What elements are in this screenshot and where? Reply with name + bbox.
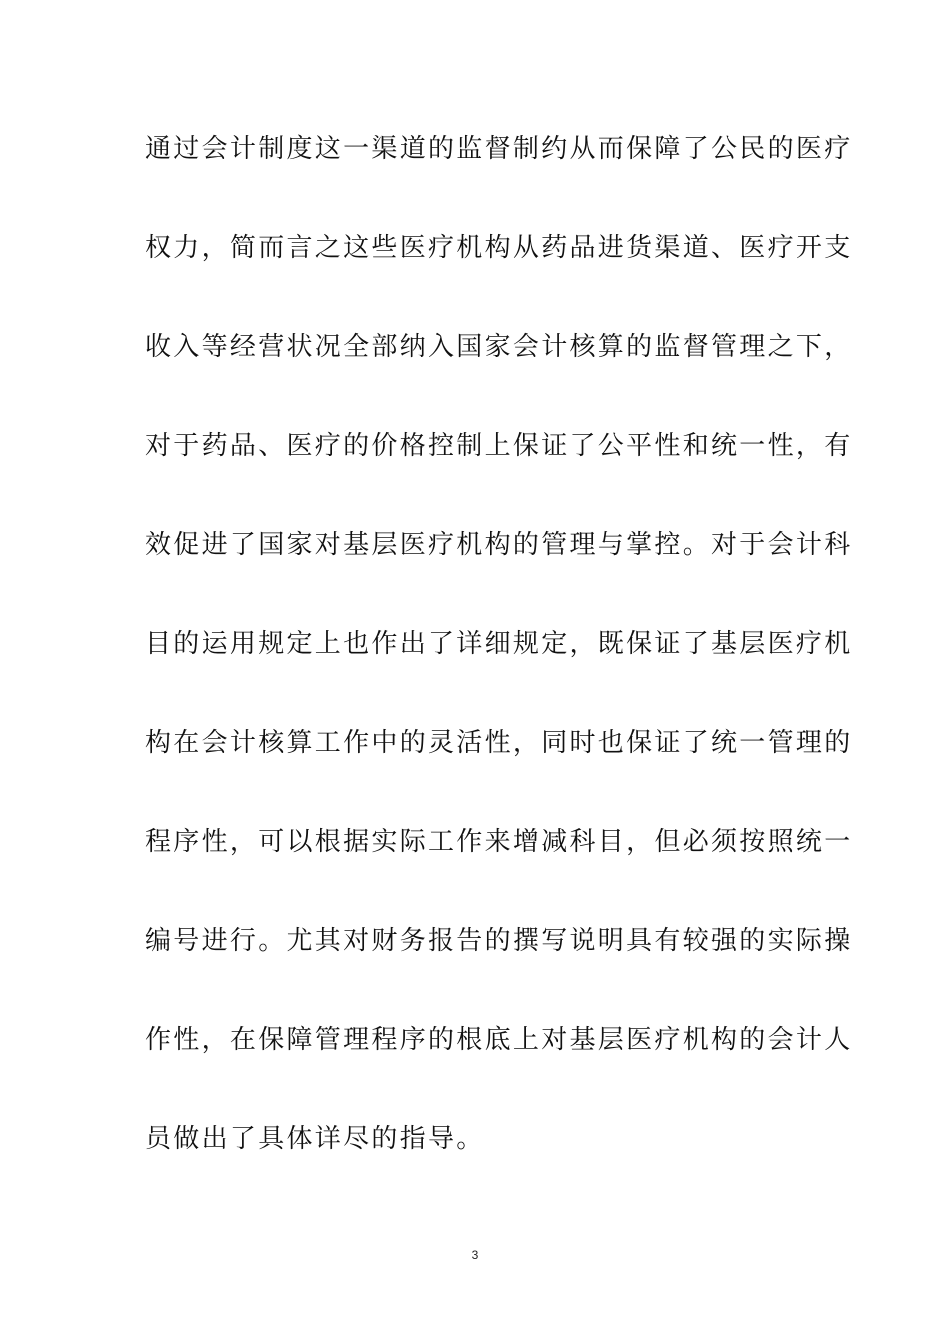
text-line: 构在会计核算工作中的灵活性，同时也保证了统一管理的 — [145, 728, 853, 758]
text-line: 作性，在保障管理程序的根底上对基层医疗机构的会计人 — [145, 1025, 853, 1055]
text-line: 编号进行。尤其对财务报告的撰写说明具有较强的实际操 — [145, 926, 853, 956]
text-line: 收入等经营状况全部纳入国家会计核算的监督管理之下， — [145, 332, 853, 362]
text-line: 程序性，可以根据实际工作来增减科目，但必须按照统一 — [145, 827, 853, 857]
text-line: 效促进了国家对基层医疗机构的管理与掌控。对于会计科 — [145, 530, 853, 560]
page-number: 3 — [471, 1248, 479, 1262]
text-line: 目的运用规定上也作出了详细规定，既保证了基层医疗机 — [145, 629, 853, 659]
body-paragraph — [145, 126, 853, 1215]
text-line: 员做出了具体详尽的指导。 — [145, 1124, 485, 1154]
text-line: 对于药品、医疗的价格控制上保证了公平性和统一性，有 — [145, 431, 853, 461]
text-line: 通过会计制度这一渠道的监督制约从而保障了公民的医疗 — [145, 134, 853, 164]
text-line: 权力，简而言之这些医疗机构从药品进货渠道、医疗开支 — [145, 233, 853, 263]
